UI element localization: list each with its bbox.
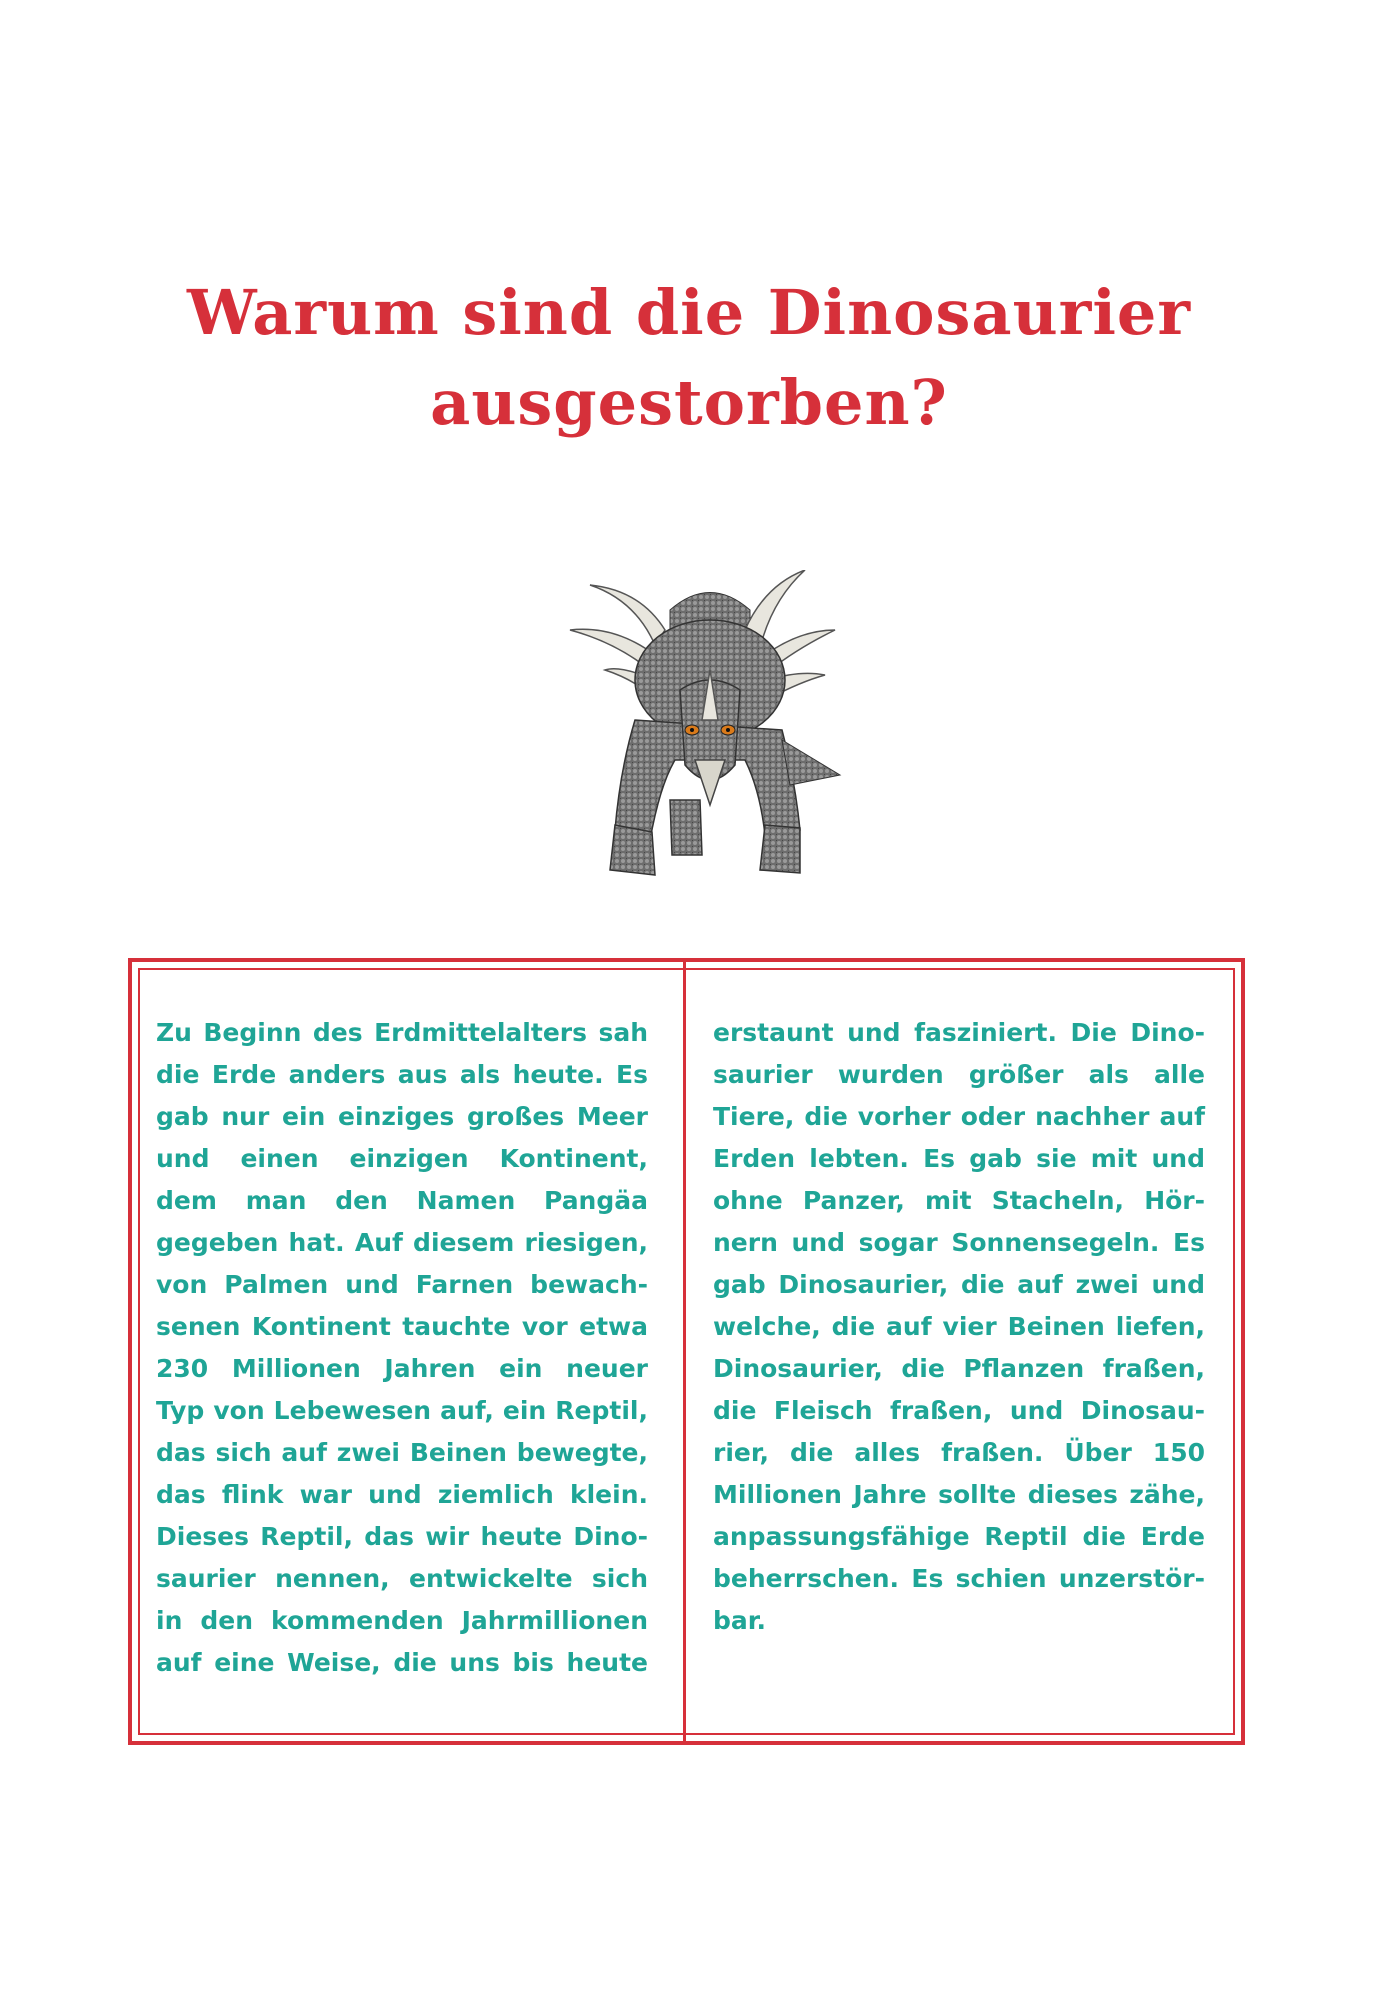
page-title [0, 268, 1378, 448]
text-line: Tiere, die vorher oder nachher auf [713, 1102, 1205, 1131]
text-line: gegeben hat. Auf diesem riesigen, [156, 1228, 648, 1257]
text-line: ohne Panzer, mit Stacheln, Hör- [713, 1186, 1205, 1215]
text-line: bar. [713, 1606, 767, 1635]
text-line: Dieses Reptil, das wir heute Dino- [156, 1522, 648, 1551]
text-line: die Erde anders aus als heute. Es [156, 1060, 648, 1089]
column-divider [683, 960, 686, 1743]
text-line: Millionen Jahre sollte dieses zähe, [713, 1480, 1205, 1509]
text-line: das sich auf zwei Beinen bewegte, [156, 1438, 648, 1467]
text-line: Zu Beginn des Erdmittelalters sah [156, 1018, 648, 1047]
title-line-2: ausgestorben? [430, 366, 948, 439]
text-line: 230 Millionen Jahren ein neuer [156, 1354, 648, 1383]
text-column-right [713, 1012, 1205, 1642]
text-line: die Fleisch fraßen, und Dinosau- [713, 1396, 1205, 1425]
styracosaurus-illustration [560, 570, 850, 890]
text-line: Dinosaurier, die Pflanzen fraßen, [713, 1354, 1205, 1383]
text-line: das flink war und ziemlich klein. [156, 1480, 648, 1509]
text-line: welche, die auf vier Beinen liefen, [713, 1312, 1205, 1341]
text-line: von Palmen und Farnen bewach- [156, 1270, 648, 1299]
text-line: auf eine Weise, die uns bis heute [156, 1648, 648, 1677]
text-line: senen Kontinent tauchte vor etwa [156, 1312, 648, 1341]
text-line: erstaunt und fasziniert. Die Dino- [713, 1018, 1205, 1047]
text-line: und einen einzigen Kontinent, [156, 1144, 648, 1173]
text-column-left [156, 1012, 648, 1684]
text-line: anpassungsfähige Reptil die Erde [713, 1522, 1205, 1551]
text-line: saurier wurden größer als alle [713, 1060, 1205, 1089]
text-line: gab nur ein einziges großes Meer [156, 1102, 648, 1131]
title-line-1: Warum sind die Dinosaurier [187, 276, 1191, 349]
text-line: Erden lebten. Es gab sie mit und [713, 1144, 1205, 1173]
text-line: in den kommenden Jahrmillionen [156, 1606, 648, 1635]
text-line: rier, die alles fraßen. Über 150 [713, 1438, 1205, 1467]
text-line: nern und sogar Sonnensegeln. Es [713, 1228, 1205, 1257]
text-line: saurier nennen, entwickelte sich [156, 1564, 648, 1593]
text-line: dem man den Namen Pangäa [156, 1186, 648, 1215]
text-line: Typ von Lebewesen auf, ein Reptil, [156, 1396, 648, 1425]
text-line: gab Dinosaurier, die auf zwei und [713, 1270, 1205, 1299]
text-line: beherrschen. Es schien unzerstör- [713, 1564, 1205, 1593]
